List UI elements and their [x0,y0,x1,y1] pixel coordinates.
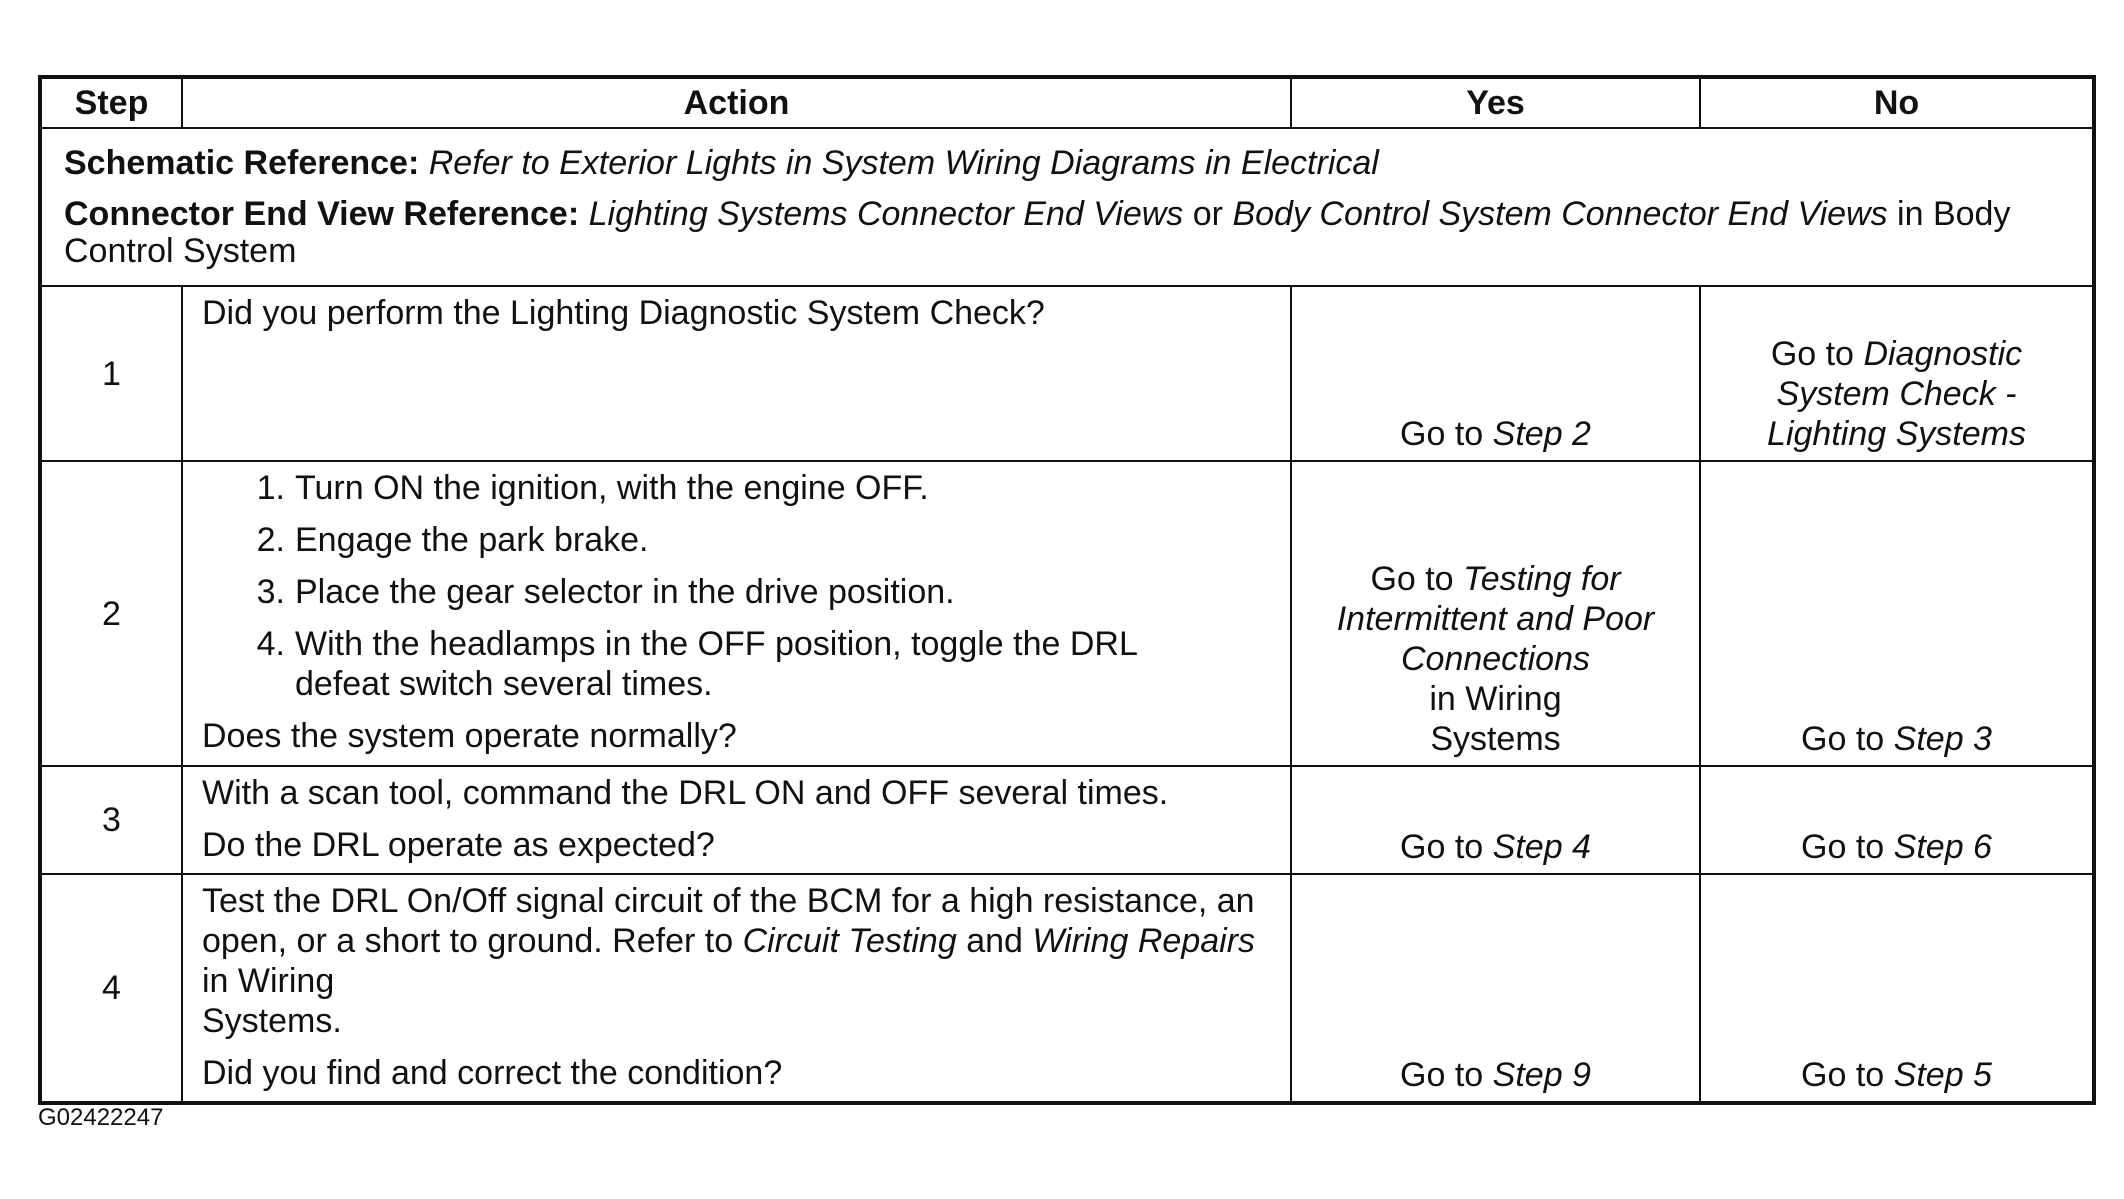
diagnostic-table [38,75,2096,1105]
header-row [40,77,2094,128]
header-action: Action [182,77,1291,128]
no-link: Diagnostic System Check - Lighting Systems [1767,335,2026,453]
substep-number: 3. [256,573,285,611]
reference-row [40,128,2094,286]
substep-text: With the headlamps in the OFF position, toggle the DRL defeat switch several times. [295,625,1137,703]
action-text-a: Test the DRL On/Off signal circuit of the BCM for a high resistance, an open, or a short to ground. Refer to [202,882,1255,960]
yes-link: Testing for Intermittent and Poor Connections [1336,560,1655,678]
yes-prefix: Go to [1400,415,1484,453]
header-step: Step [40,77,182,128]
substep-text: Place the gear selector in the drive position. [295,573,955,611]
step-number: 3 [40,766,182,874]
no-cell [1700,874,2094,1103]
action-cell [182,286,1291,461]
step-number: 2 [40,461,182,766]
step-number: 4 [40,874,182,1103]
header-no: No [1700,77,2094,128]
no-prefix: Go to [1770,335,1854,373]
yes-prefix: Go to [1400,828,1484,866]
step-number: 1 [40,286,182,461]
table-row [40,766,2094,874]
connector-or: or [1192,195,1223,233]
action-text-c: Systems. [202,1002,342,1040]
schematic-reference [64,144,2072,182]
action-text-b: in Wiring [202,962,335,1000]
no-link: Step 5 [1893,1056,1992,1094]
reference-cell [40,128,2094,286]
list-item [202,520,1276,560]
no-cell [1700,461,2094,766]
yes-cell [1291,874,1700,1103]
substep-list [202,468,1276,704]
yes-cell [1291,766,1700,874]
header-yes: Yes [1291,77,1700,128]
yes-link: Step 4 [1492,828,1591,866]
yes-suffix-1: in Wiring [1429,680,1562,718]
substep-number: 4. [256,625,285,663]
substep-number: 1. [256,469,285,507]
list-item [202,624,1276,704]
yes-text [1322,559,1669,679]
no-link: Step 6 [1893,828,1992,866]
action-text: Did you perform the Lighting Diagnostic System Check? [202,294,1045,332]
action-question: Does the system operate normally? [202,717,737,755]
action-cell [182,874,1291,1103]
yes-link: Step 9 [1492,1056,1591,1094]
action-link-2: Wiring Repairs [1032,922,1256,960]
action-text: With a scan tool, command the DRL ON and OFF several times. [202,774,1169,812]
table-row [40,461,2094,766]
schematic-label: Schematic Reference: [64,144,420,182]
action-text [202,881,1276,1001]
action-cell [182,461,1291,766]
connector-label: Connector End View Reference: [64,195,580,233]
substep-text: Turn ON the ignition, with the engine OFF. [295,469,929,507]
connector-suffix: in Body Control System [64,195,2011,270]
list-item [202,572,1276,612]
action-and: and [966,922,1023,960]
no-prefix: Go to [1801,720,1885,758]
action-question: Do the DRL operate as expected? [202,826,715,864]
action-cell [182,766,1291,874]
list-item [202,468,1276,508]
table-row [40,286,2094,461]
connector-reference [64,196,2072,270]
table-row [40,874,2094,1103]
schematic-text: Refer to Exterior Lights in System Wiring Diagrams in Electrical [428,144,1379,182]
yes-prefix: Go to [1400,1056,1484,1094]
no-prefix: Go to [1801,828,1885,866]
substep-number: 2. [256,521,285,559]
yes-prefix: Go to [1370,560,1454,598]
substep-text: Engage the park brake. [295,521,649,559]
action-link-1: Circuit Testing [742,922,957,960]
no-cell [1700,286,2094,461]
no-link: Step 3 [1893,720,1992,758]
action-question: Did you find and correct the condition? [202,1054,783,1092]
yes-link: Step 2 [1492,415,1591,453]
no-prefix: Go to [1801,1056,1885,1094]
yes-cell [1291,461,1700,766]
no-cell [1700,766,2094,874]
connector-link-1: Lighting Systems Connector End Views [588,195,1184,233]
figure-id: G02422247 [38,1104,164,1131]
yes-cell [1291,286,1700,461]
yes-suffix-2: Systems [1430,720,1561,758]
connector-link-2: Body Control System Connector End Views [1232,195,1888,233]
